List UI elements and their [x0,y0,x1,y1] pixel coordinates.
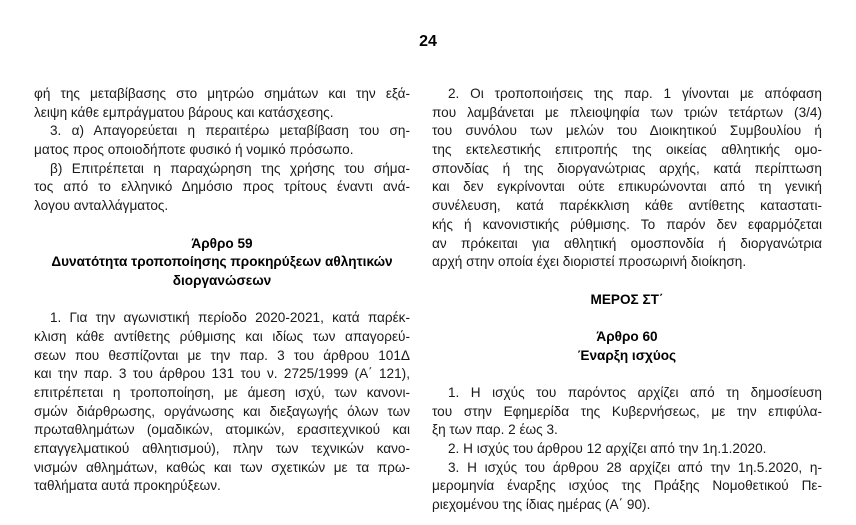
text-line: κλιση κάθε αντίθετης ρύθμισης και ιδίως των απαγορεύ- [34,328,410,344]
text-line: επαγγελματικού αθλητισμού), πλην των τεχνικών κανο- [34,441,410,457]
spacer [432,272,822,291]
left-column [34,85,410,496]
paragraph-60-3 [432,459,822,515]
text-line: φή της μεταβίβασης στο μητρώο σημάτων και την εξά- [34,86,410,101]
part-heading: ΜΕΡΟΣ ΣΤ΄ [590,291,664,307]
text-line: λειψη κάθε εμπράγματου βάρους και κατάσχεσης. [34,104,334,120]
article-60-heading: Άρθρο 60 [596,328,658,344]
text-line: σεων που θεσπίζονται με την παρ. 3 του άρθρου 101Δ [34,347,410,363]
text-line: νισμών αθλημάτων, καθώς και των σχετικών με τα πρω- [34,459,410,475]
paragraph-transfer-registry [34,85,410,122]
text-line: και δεν εγκρίνονται ούτε επικυρώνονται από τη γενική [432,179,822,195]
text-line: ματος προς οποιοδήποτε φυσικό ή νομικό πρόσωπο. [34,142,354,158]
text-line: της εκτελεστικής επιτροπής της οικείας αθλητικής ομο- [432,142,822,158]
text-line: σμών διάρθρωσης, οργάνωσης και διεξαγωγής όλων των [34,403,410,419]
page-number: 24 [419,33,437,50]
paragraph-3b [34,160,410,216]
text-line: σπονδίας ή της διοργανώτριας αρχής, κατά περίπτωση [432,160,822,176]
text-line: β) Επιτρέπεται η παραχώρηση της χρήσης του σήμα- [50,160,410,176]
text-line: επιτρέπεται η τροποποίηση, με άμεση ισχύ, των κανονι- [34,385,410,400]
text-line: που λαμβάνεται με πλειοψηφία των τριών τετάρτων (3/4) [432,104,822,120]
article-59-title-line: Δυνατότητα τροποποίησης προκηρύξεων αθλητικών [51,254,393,270]
text-line: 2. Η ισχύς του άρθρου 12 αρχίζει από την 1η.1.2020. [448,441,767,457]
text-line: 2. Οι τροποποιήσεις της παρ. 1 γίνονται με απόφαση [448,86,822,101]
paragraph-59-1 [34,309,410,496]
text-line: 1. Η ισχύς του παρόντος αρχίζει από τη δημοσίευση [448,385,822,400]
text-line: 1. Για την αγωνιστική περίοδο 2020-2021, κατά παρέκ- [50,310,410,326]
text-line: λογου ανταλλάγματος. [34,198,169,214]
text-line: τος από το ελληνικό Δημόσιο προς τρίτους έναντι ανά- [34,179,410,195]
text-line: και την παρ. 3 του άρθρου 131 του ν. 2725/1999 (Α΄ 121), [34,366,410,382]
text-line: του στην Εφημερίδα της Κυβερνήσεως, με την επιφύλα- [432,403,822,419]
text-line: αν πρόκειται για αθλητική ομοσπονδία ή διοργανώτρια [432,235,822,251]
right-column [432,85,822,515]
paragraph-60-2 [432,440,822,459]
text-line: 3. Η ισχύς του άρθρου 28 αρχίζει από την 1η.5.2020, η- [448,459,822,475]
text-line: του συνόλου των μελών του Διοικητικού Συμβουλίου ή [432,123,822,139]
article-59-heading: Άρθρο 59 [191,235,253,251]
text-line: κής ή κανονιστικής ρύθμισης. Το παρόν δεν εφαρμόζεται [432,216,822,232]
text-line: ριεχομένου της ίδιας ημέρας (Α΄ 90). [432,497,651,513]
text-line: μερομηνία έναρξης ισχύος της Πράξης Νομοθετικού Πε- [432,478,822,494]
paragraph-59-2 [432,85,822,272]
text-line: ξη των παρ. 2 έως 3. [432,422,558,438]
text-line: πρωταθλημάτων (ομαδικών, ατομικών, ερασιτεχνικού και [34,422,410,438]
article-59-title-line: διοργανώσεων [172,272,272,288]
spacer [432,309,822,328]
text-line: 3. α) Απαγορεύεται η περαιτέρω μεταβίβαση του ση- [50,123,410,139]
spacer [432,365,822,384]
text-line: συνέλευση, κατά παρέκκλιση κάθε αντίθετης καταστατι- [432,198,822,214]
paragraph-60-1 [432,384,822,440]
text-line: αρχή στην οποία έχει διοριστεί προσωρινή διοίκηση. [432,254,747,270]
spacer [34,216,410,235]
text-line: ταθλήματα αυτά προκηρύξεων. [34,478,221,494]
article-60-title: Έναρξη ισχύος [577,347,677,363]
spacer [34,291,410,310]
paragraph-3a [34,122,410,159]
